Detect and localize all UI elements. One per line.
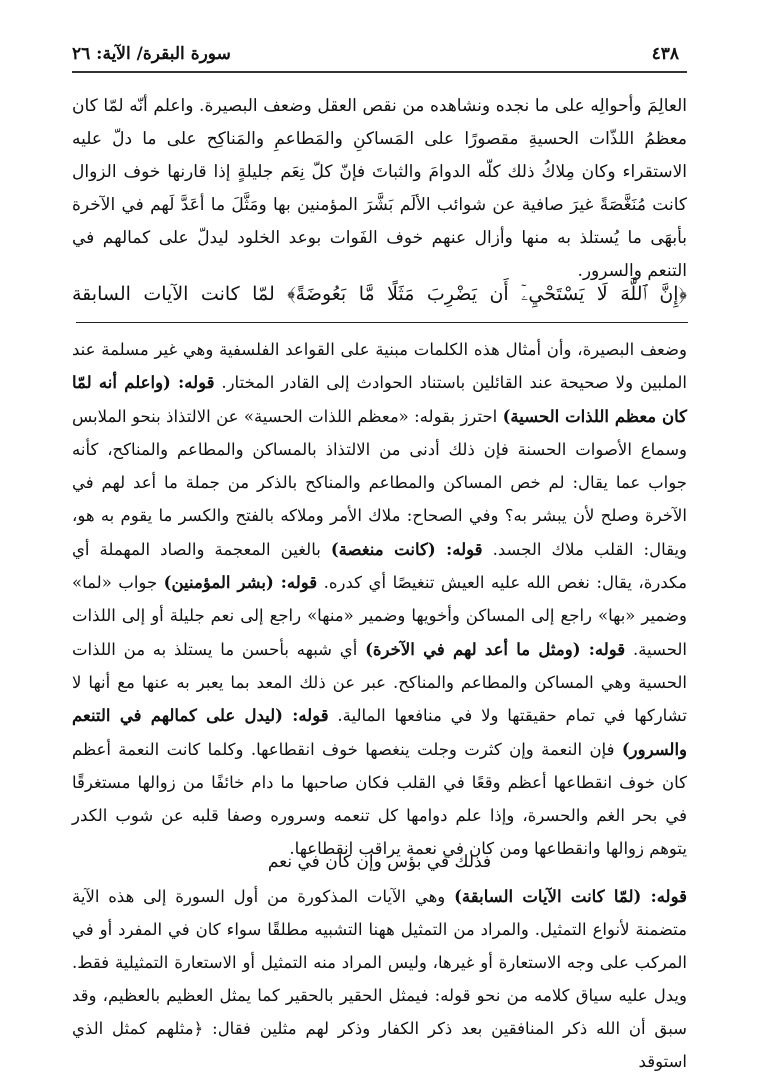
verse-continuation: لمّا كانت الآيات السابقة bbox=[72, 283, 275, 305]
header-rule bbox=[72, 71, 687, 73]
commentary-continued-paragraph bbox=[72, 880, 687, 1078]
page-header bbox=[72, 44, 687, 74]
running-title: سورة البقرة/ الآية: ٢٦ bbox=[72, 44, 231, 64]
commentary-continued bbox=[72, 880, 687, 1078]
commentary-text: وهي الآيات المذكورة من أول السورة إلى هذه الآية متضمنة لأنواع التمثيل. والمراد من التمثيل ههنا التشبيه مطلقًا سواء كان في المفرد أو في المركب على وجه الاستعارة أو غيرها، وليس المراد منه التمثيل أو الاستعارة التمثيلية فقط. ويدل عليه سياق كلامه من نحو قوله: فيمثل الحقير بالحقير كما يمثل العظيم بالعظيم، وقد سبق أن الله ذكر المنافقين بعد ذكر الكفار وذكر لهم مثلين فقال: ﴿مثلهم كمثل الذي استوقد bbox=[72, 887, 687, 1071]
quoted-lemma: قوله: (كانت منغصة) bbox=[330, 539, 483, 559]
main-text bbox=[72, 90, 687, 288]
quoted-lemma: قوله: (واعلم أنه لمّا كان معظم اللذات الحسية) bbox=[72, 373, 688, 426]
commentary-text: جواب «لما» وضمير «بها» راجع إلى المساكن وأخويها وضمير «منها» راجع إلى نعم جليلة أو إلى اللذات الحسية. bbox=[72, 573, 688, 659]
footnote-rule bbox=[76, 322, 688, 323]
quran-verse: ﴿إِنَّ ٱللَّهَ لَا يَسْتَحْيِۦٓ أَن يَضْرِبَ مَثَلًا مَّا بَعُوضَةً﴾ bbox=[287, 283, 687, 305]
quoted-lemma: قوله: (بشر المؤمنين) bbox=[163, 573, 318, 593]
commentary-text: فإن النعمة وإن كثرت وجلت ينغصها خوف انقطاعها. وكلما كانت النعمة أعظم كان خوف انقطاعها أعظم وقعًا في القلب فكان صاحبها ما دام خائفًا من زوالها مستغرقًا في بحر الغم والحسرة، وإذا علم دوامها كل تنعمه وسروره وصفا قلبه عن شوب الكدر يتوهم زوالها وانقطاعها ومن كان في نعمة يراقب انقطاعها. bbox=[72, 739, 687, 859]
quoted-lemma: قوله: (ومثل ما أعد لهم في الآخرة) bbox=[365, 639, 626, 659]
quoted-lemma: قوله: (لمّا كانت الآيات السابقة) bbox=[454, 887, 687, 906]
poem-line: فذلك في بؤس وإن كان في نعم bbox=[267, 852, 492, 872]
commentary-paragraph bbox=[72, 333, 687, 866]
commentary-text: احترز بقوله: «معظم اللذات الحسية» عن الالتذاذ بنحو الملابس وسماع الأصوات الحسنة فإن ذلك أدنى من الالتذاذ بالمساكن والمطاعم والمناكح، كأنه جواب عما يقال: لم خص المساكن والمطاعم والمناكح بالذكر من جملة ما أعد لهم في الآخرة وصلح لأن يبشر به؟ وفي الصحاح: ملاك الأمر وملاكه بالفتح والكسر ما يقوم به هو، ويقال: القلب ملاك الجسد. bbox=[72, 406, 687, 559]
commentary-text: وضعف البصيرة، وأن أمثال هذه الكلمات مبنية على القواعد الفلسفية وهي غير مسلمة عند الملبين ولا صحيحة عند القائلين باستناد الحوادث إلى القادر المختار. bbox=[72, 340, 687, 393]
commentary-text: بالغين المعجمة والصاد المهملة أي مكدرة، يقال: نغص الله عليه العيش تنغيصًا أي كدره. bbox=[72, 539, 687, 593]
commentary bbox=[72, 333, 687, 866]
main-paragraph: العالِمَ وأحوالِه على ما نجده ونشاهده من نقص العقل وضعف البصيرة. واعلم أنّه لمّا كان معظمُ اللذّات الحسيةِ مقصورًا على المَساكنِ والمَطاعمِ والمَناكِح على ما دلّ عليه الاستقراء وكان مِلاكُ ذلك كلّه الدوامَ والثباتَ فإنّ كلّ نِعَم جليلةٍ إذا قارنها خوف الزوال كانت مُنَغَّصَةً غيرَ صافية عن شوائب الألَم بَشَّرَ المؤمنين بها ومَثَّلَ ما أعَدَّ لَهم في الآخرة بأبهَى ما يُستلذ به منها وأزال عنهم خوف الفَوات بوعد الخلود ليدلّ على كمالهم في التنعم والسرور. bbox=[72, 96, 687, 281]
verse-line bbox=[72, 277, 687, 311]
quoted-lemma: قوله: (ليدل على كمالهم في التنعم والسرور) bbox=[72, 706, 687, 759]
page-number: ٤٣٨ bbox=[651, 44, 679, 64]
commentary-text: أي شبهه بأحسن ما يستلذ به من اللذات الحسية وهي المساكن والمطاعم والمناكح. عبر عن ذلك المعد بما يعبر به عنها مع أنها لا تشاركها في تمام حقيقتها ولا في منافعها المالية. bbox=[72, 639, 687, 726]
